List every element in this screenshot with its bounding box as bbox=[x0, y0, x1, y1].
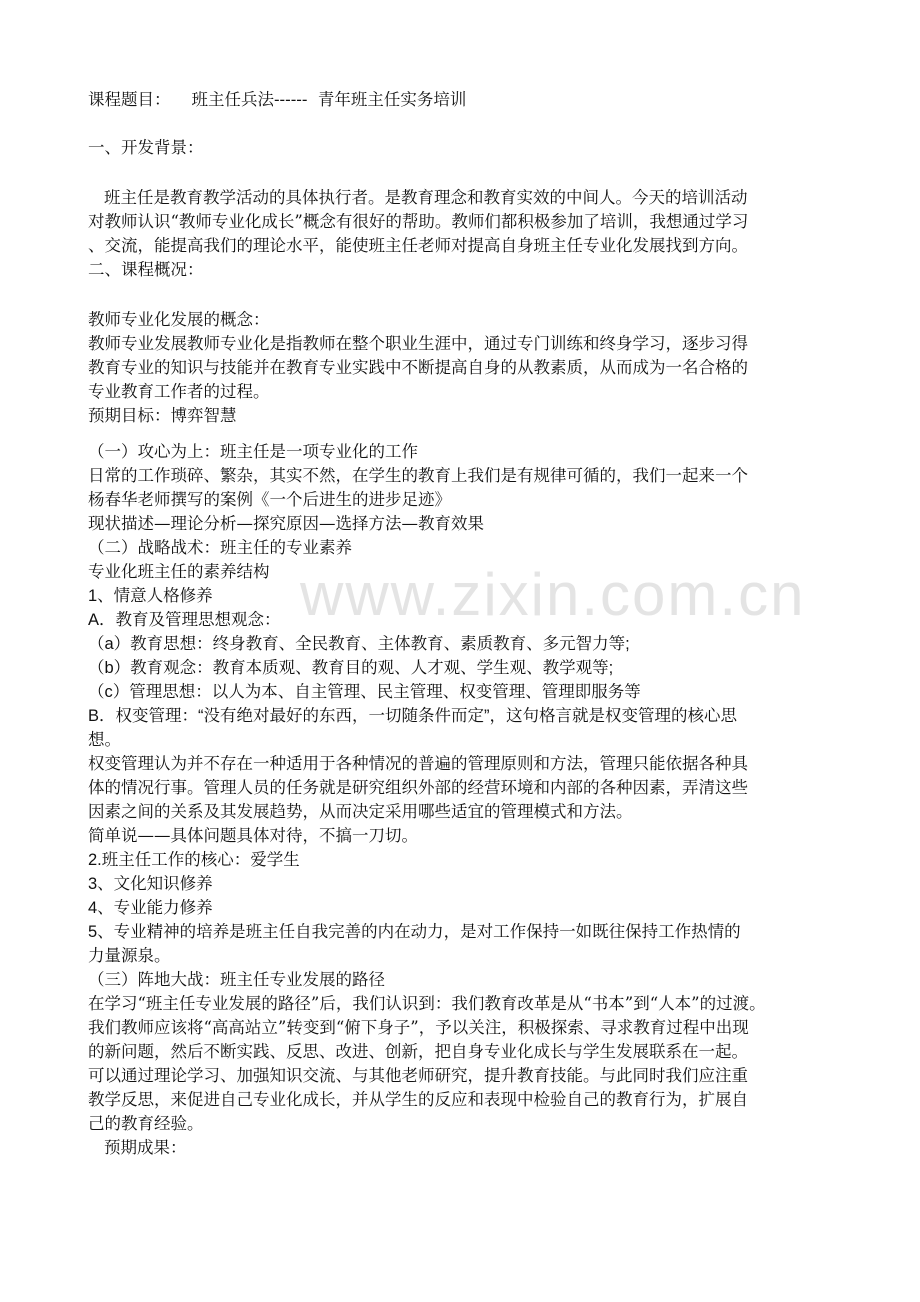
concept-heading: 教师专业化发展的概念： bbox=[88, 310, 270, 329]
item-b-line: 想。 bbox=[88, 731, 121, 749]
path-line: 教学反思，来促进自己专业化成长，并从学生的反应和表现中检验自己的教育行为，扩展自 bbox=[88, 1090, 748, 1109]
item-a: A．教育及管理思想观念： bbox=[88, 611, 281, 629]
path-line: 的新问题，然后不断实践、反思、改进、创新，把自身专业化成长与学生发展联系在一起。 bbox=[88, 1042, 748, 1061]
section1-heading: 一、开发背景： bbox=[88, 138, 204, 157]
item-a-b: （b）教育观念：教育本质观、教育目的观、人才观、学生观、教学观等; bbox=[88, 659, 614, 677]
concept-line: 专业教育工作者的过程。 bbox=[88, 382, 270, 401]
part2-heading: （二）战略战术：班主任的专业素养 bbox=[88, 538, 352, 557]
concept-line: 教育专业的知识与技能并在教育专业实践中不断提高自身的从教素质，从而成为一名合格的 bbox=[88, 358, 748, 377]
section2-heading: 二、课程概况： bbox=[88, 260, 204, 279]
structure-line: 专业化班主任的素养结构 bbox=[88, 562, 270, 581]
concept-line: 教师专业发展教师专业化是指教师在整个职业生涯中，通过专门训练和终身学习，逐步习得 bbox=[88, 334, 748, 353]
path-line: 己的教育经验。 bbox=[88, 1114, 204, 1133]
part1-line: 现状描述—理论分析—探究原因—选择方法—教育效果 bbox=[88, 514, 484, 533]
part1-line: 日常的工作琐碎、繁杂，其实不然，在学生的教育上我们是有规律可循的，我们一起来一个 bbox=[88, 466, 748, 485]
background-line: 、交流，能提高我们的理论水平，能使班主任老师对提高自身班主任专业化发展找到方向。 bbox=[88, 236, 748, 255]
result-line: 预期成果： bbox=[104, 1138, 187, 1157]
path-line: 在学习“班主任专业发展的路径”后，我们认识到：我们教育改革是从“书本”到“人本”的过渡。 bbox=[88, 994, 766, 1013]
background-line: 班主任是教育教学活动的具体执行者。是教育理念和教育实效的中间人。今天的培训活动 bbox=[104, 188, 748, 207]
simple-line: 简单说——具体问题具体对待，不搞一刀切。 bbox=[88, 826, 418, 845]
goal-line: 预期目标：博弈智慧 bbox=[88, 406, 237, 425]
item-2: 2.班主任工作的核心：爱学生 bbox=[88, 851, 300, 869]
contingency-line: 体的情况行事。管理人员的任务就是研究组织外部的经营环境和内部的各种因素，弄清这些 bbox=[88, 778, 748, 797]
item-a-c: （c）管理思想：以人为本、自主管理、民主管理、权变管理、管理即服务等 bbox=[88, 683, 641, 701]
contingency-line: 因素之间的关系及其发展趋势，从而决定采用哪些适宜的管理模式和方法。 bbox=[88, 802, 633, 821]
item-5-line: 5、专业精神的培养是班主任自我完善的内在动力，是对工作保持一如既往保持工作热情的 bbox=[88, 923, 741, 941]
item-1: 1、情意人格修养 bbox=[88, 587, 213, 605]
item-a-a: （a）教育思想：终身教育、全民教育、主体教育、素质教育、多元智力等; bbox=[88, 635, 630, 653]
background-paragraph bbox=[88, 186, 833, 258]
document-body bbox=[88, 88, 833, 1160]
item-3: 3、文化知识修养 bbox=[88, 875, 213, 893]
path-line: 我们教师应该将“高高站立”转变到“俯下身子”，予以关注，积极探索、寻求教育过程中出现 bbox=[88, 1018, 749, 1037]
item-5-line: 力量源泉。 bbox=[88, 946, 171, 965]
part1-heading: （一）攻心为上：班主任是一项专业化的工作 bbox=[88, 442, 418, 461]
part1-line: 杨春华老师撰写的案例《一个后进生的进步足迹》 bbox=[88, 490, 451, 509]
item-4: 4、专业能力修养 bbox=[88, 899, 213, 917]
part3-heading: （三）阵地大战：班主任专业发展的路径 bbox=[88, 970, 385, 989]
path-line: 可以通过理论学习、加强知识交流、与其他老师研究，提升教育技能。与此同时我们应注重 bbox=[88, 1066, 748, 1085]
course-title: 课程题目： 班主任兵法------ 青年班主任实务培训 bbox=[88, 90, 467, 109]
watermark: www.zixin.com.cn bbox=[300, 561, 806, 628]
contingency-line: 权变管理认为并不存在一种适用于各种情况的普遍的管理原则和方法，管理只能依据各种具 bbox=[88, 754, 748, 773]
item-b-line: B．权变管理：“没有绝对最好的东西，一切随条件而定”，这句格言就是权变管理的核心思 bbox=[88, 707, 737, 725]
background-line: 对教师认识“教师专业化成长”概念有很好的帮助。教师们都积极参加了培训，我想通过学习 bbox=[88, 212, 749, 231]
